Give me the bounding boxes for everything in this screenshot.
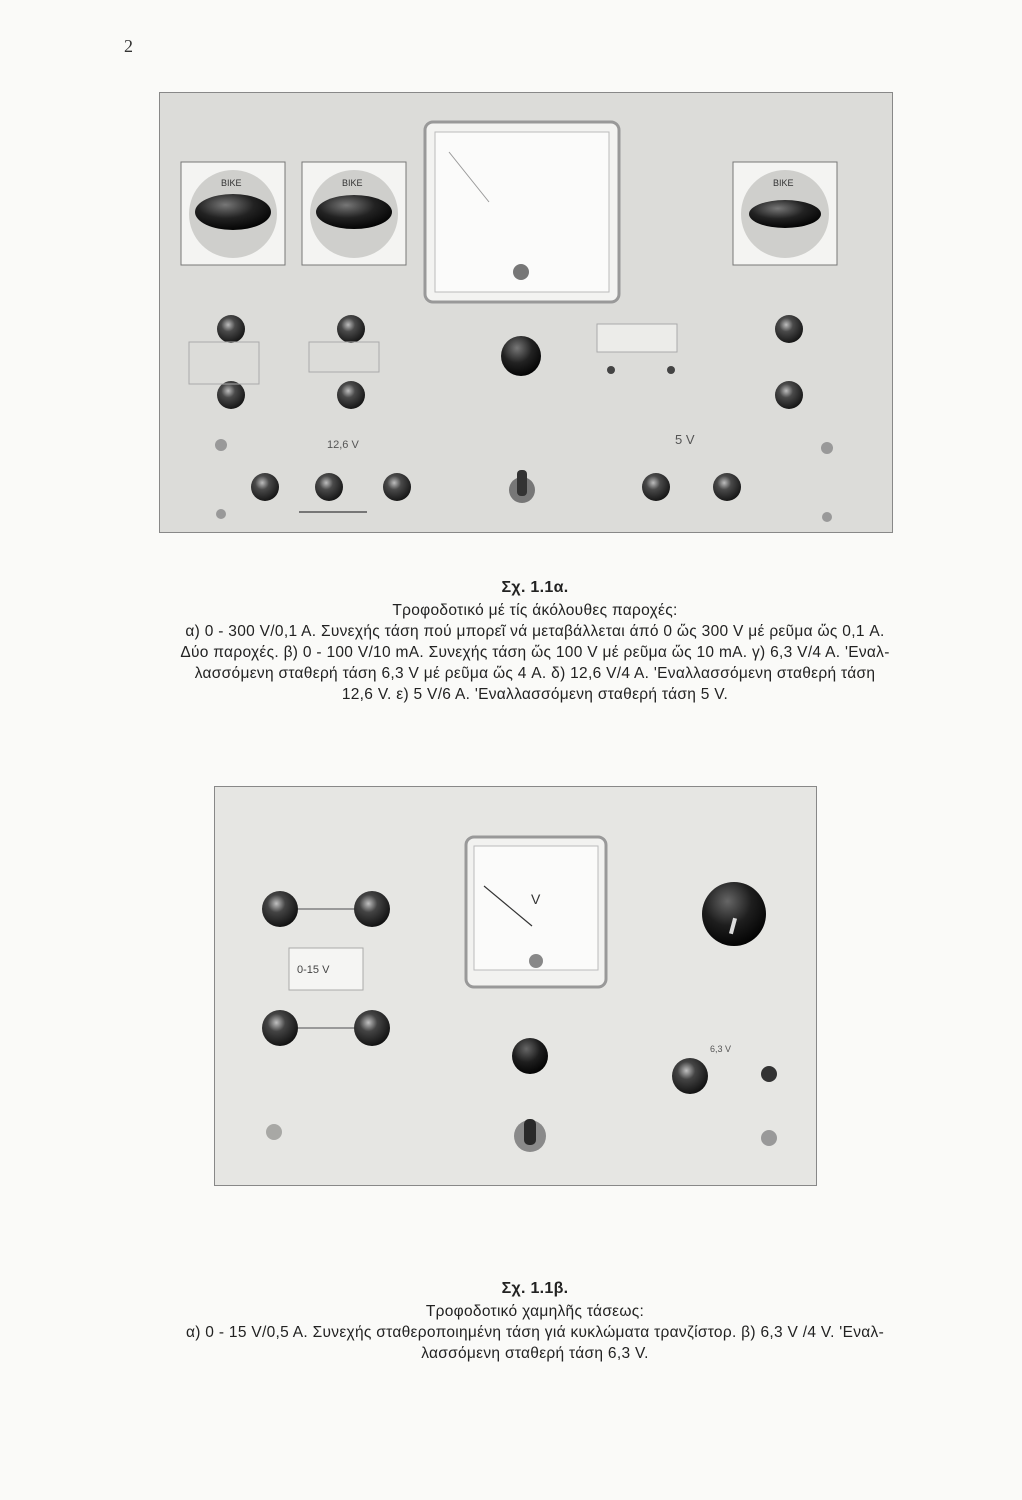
meter xyxy=(425,122,619,302)
pilot-lamp xyxy=(512,1038,548,1074)
pilot-lamp xyxy=(501,336,541,376)
dial-label: BIKE xyxy=(773,178,794,188)
figure-a-line: λασσόμενη σταθερή τάση 6,3 V μέ ρεῦμα ὥς 4 A. δ) 12,6 V/4 A. 'Εναλλασσόμενη σταθερή τάση xyxy=(194,665,876,682)
figure-a-line: 12,6 V. ε) 5 V/6 A. 'Εναλλασσόμενη σταθερή τάση 5 V. xyxy=(341,686,729,703)
label-12v: 12,6 V xyxy=(327,439,359,451)
meter xyxy=(466,837,606,987)
page-number: 2 xyxy=(124,36,133,56)
dial-plate-left xyxy=(181,162,285,265)
meter-adjust-screw xyxy=(513,264,529,280)
figure-b-photo xyxy=(214,786,817,1186)
figure-b-title: Σχ. 1.1β. xyxy=(501,1280,569,1297)
dial-label: BIKE xyxy=(342,178,363,188)
figure-b-line: α) 0 - 15 V/0,5 A. Συνεχής σταθεροποιημένη τάση γιά κυκλώματα τρανζίστορ. β) 6,3 V /4 V. 'Εναλ- xyxy=(185,1324,885,1341)
range-label-plate xyxy=(289,948,363,990)
range-label: 0-15 V xyxy=(297,964,330,976)
figure-b-caption xyxy=(110,1278,960,1364)
knob xyxy=(702,882,766,946)
figure-a-line: Δύο παροχές. β) 0 - 100 V/10 mA. Συνεχής τάση ὥς 100 V μέ ρεῦμα ὥς 10 mA. γ) 6,3 V/4 A. 'Εναλ- xyxy=(180,644,890,661)
figure-a-title: Σχ. 1.1α. xyxy=(501,579,569,596)
meter-unit: V xyxy=(531,891,541,907)
knob-middle xyxy=(316,195,392,229)
figure-a-intro: Τροφοδοτικό μέ τίς άκόλουθες παροχές: xyxy=(392,602,678,619)
dial-plate-middle xyxy=(302,162,406,265)
terminal-ac xyxy=(672,1058,708,1094)
figure-a-photo xyxy=(159,92,893,533)
figure-a-caption xyxy=(110,577,960,705)
figure-b-intro: Τροφοδοτικό χαμηλῆς τάσεως: xyxy=(425,1303,645,1320)
knob-right xyxy=(749,200,821,228)
knob-left xyxy=(195,194,271,230)
ac-label: 6,3 V xyxy=(710,1044,732,1054)
figure-b-line: λασσόμενη σταθερή τάση 6,3 V. xyxy=(421,1345,649,1362)
dial-label: BIKE xyxy=(221,178,242,188)
figure-a-line: α) 0 - 300 V/0,1 A. Συνεχής τάση πού μπορεῖ νά μεταβάλλεται άπό 0 ὥς 300 V μέ ρεῦμα ὥς 0,1 A. xyxy=(185,623,885,640)
label-5v: 5 V xyxy=(675,432,695,447)
dial-plate-right xyxy=(733,162,837,265)
terminal-ac-2 xyxy=(761,1066,777,1082)
